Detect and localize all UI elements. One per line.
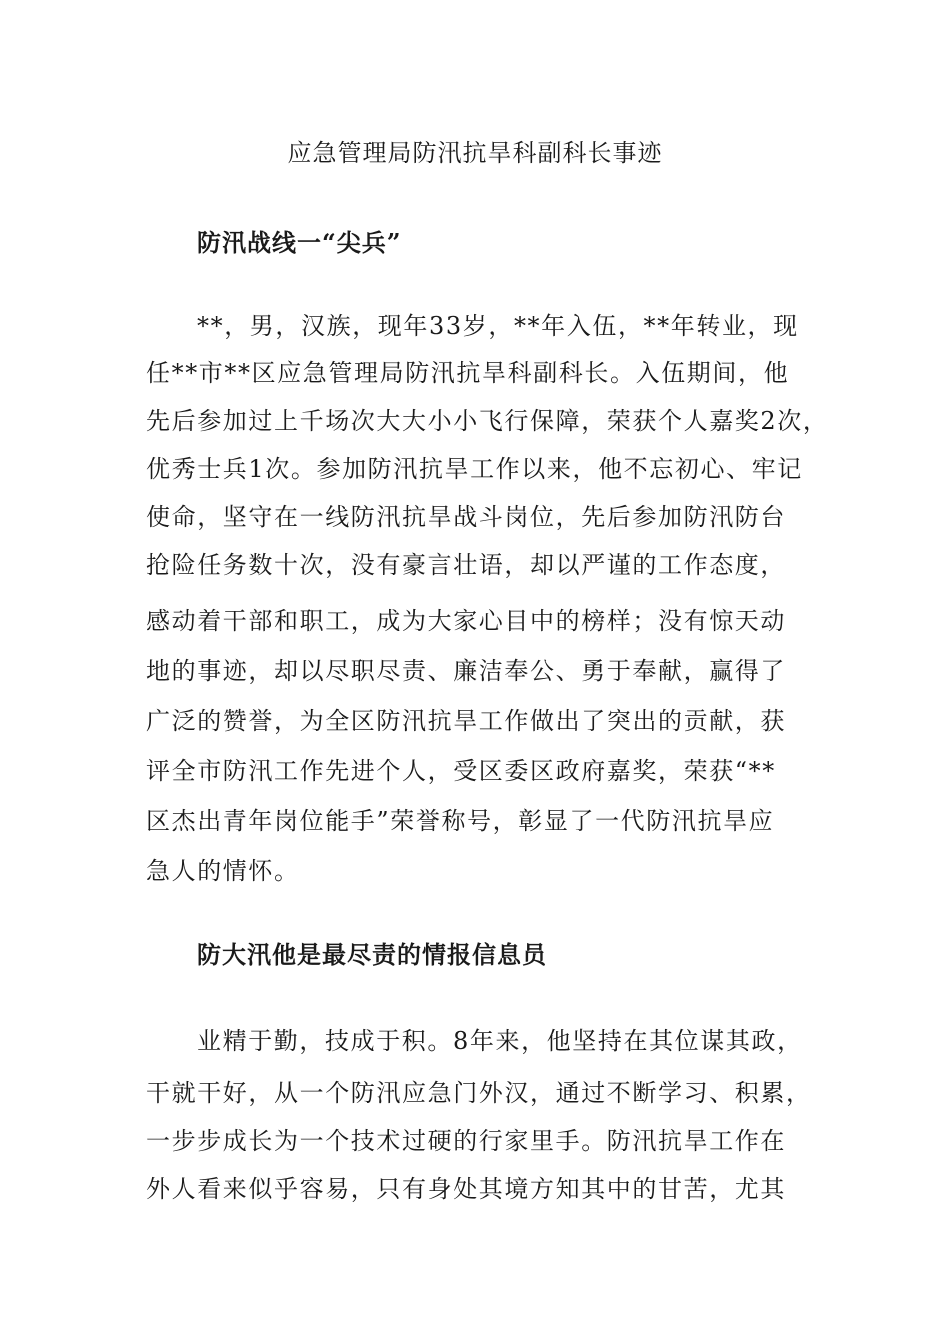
paragraph-line: 业精于勤，技成于积。8年来，他坚持在其位谋其政， bbox=[197, 1027, 803, 1055]
paragraph-line: 一步步成长为一个技术过硬的行家里手。防汛抗旱工作在 bbox=[146, 1127, 786, 1155]
paragraph-line: 干就干好，从一个防汛应急门外汉，通过不断学习、积累， bbox=[146, 1079, 812, 1107]
document-title: 应急管理局防汛抗旱科副科长事迹 bbox=[287, 139, 663, 167]
paragraph-line: 优秀士兵1次。参加防汛抗旱工作以来，他不忘初心、牢记 bbox=[146, 455, 803, 483]
paragraph-line: 外人看来似乎容易，只有身处其境方知其中的甘苦，尤其 bbox=[146, 1175, 786, 1203]
paragraph-line: 广泛的赞誉，为全区防汛抗旱工作做出了突出的贡献，获 bbox=[146, 707, 786, 735]
paragraph-line: 先后参加过上千场次大大小小飞行保障，荣获个人嘉奖2次， bbox=[146, 407, 829, 435]
paragraph-line: 急人的情怀。 bbox=[146, 857, 300, 885]
paragraph-line: 评全市防汛工作先进个人，受区委区政府嘉奖，荣获“** bbox=[146, 757, 776, 785]
section-heading-2: 防大汛他是最尽责的情报信息员 bbox=[197, 940, 547, 969]
paragraph-line: 感动着干部和职工，成为大家心目中的榜样；没有惊天动 bbox=[146, 607, 786, 635]
paragraph-line: 地的事迹，却以尽职尽责、廉洁奉公、勇于奉献，赢得了 bbox=[146, 657, 786, 685]
section-heading-1: 防汛战线一“尖兵” bbox=[197, 228, 402, 257]
paragraph-line: **，男，汉族，现年33岁，**年入伍，**年转业，现 bbox=[197, 312, 799, 340]
paragraph-line: 使命，坚守在一线防汛抗旱战斗岗位，先后参加防汛防台 bbox=[146, 503, 786, 531]
paragraph-line: 抢险任务数十次，没有豪言壮语，却以严谨的工作态度， bbox=[146, 551, 786, 579]
paragraph-line: 任**市**区应急管理局防汛抗旱科副科长。入伍期间，他 bbox=[146, 359, 790, 387]
paragraph-line: 区杰出青年岗位能手”荣誉称号，彰显了一代防汛抗旱应 bbox=[146, 807, 775, 835]
